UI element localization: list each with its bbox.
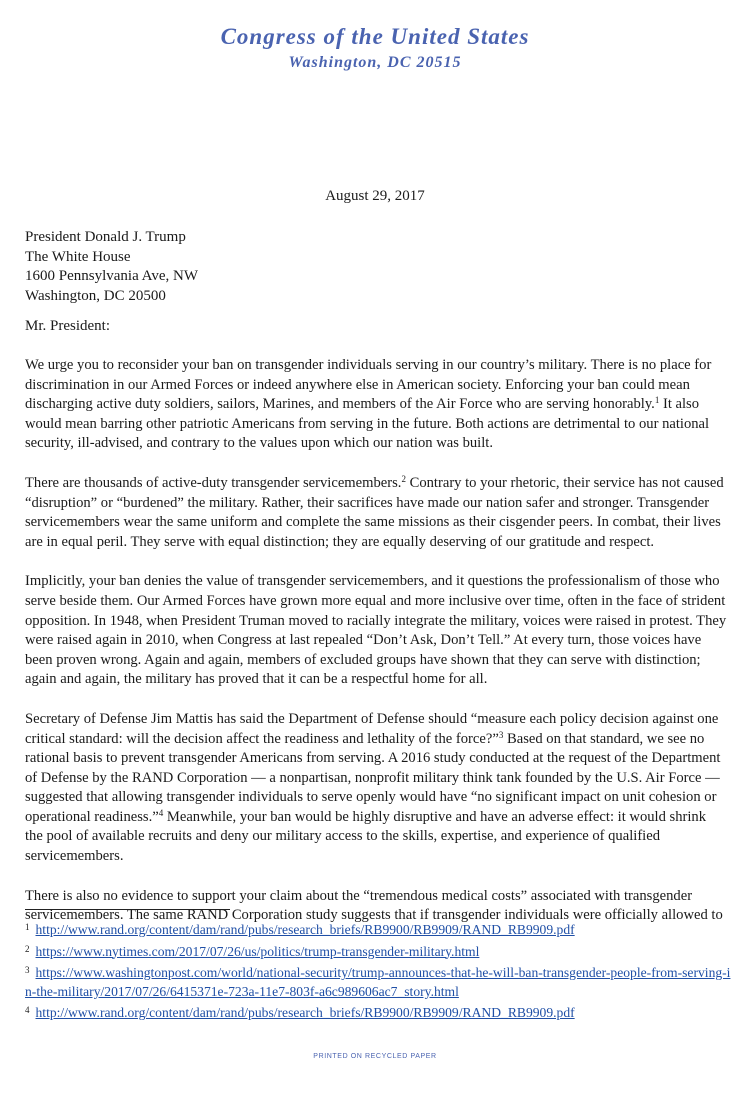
footnote-link[interactable]: http://www.rand.org/content/dam/rand/pubs/research_briefs/RB9900/RB9909/RAND_RB9909.pdf [35, 922, 575, 937]
footnote-link[interactable]: https://www.washingtonpost.com/world/national-security/trump-announces-that-he-will-ban-transgender-people-from-serving-in-the-military/2017/07/26/6415371e-723a-11e7-803f-a6c989606ac7_story.html [25, 965, 731, 999]
footnote-ref-3: 3 [498, 729, 504, 740]
letterhead-subtitle: Washington, DC 20515 [288, 54, 462, 71]
footnote-1 [25, 918, 735, 940]
paragraph-4-text-a: Secretary of Defense Jim Mattis has said the Department of Defense should “measure each policy decision against one critical standard: will the decision affect the readiness and lethality of the force?” [25, 710, 719, 747]
paragraph-2 [25, 474, 727, 552]
paragraph-4-text-c: Meanwhile, your ban would be highly disruptive and have an adverse effect: it would shrink the pool of available recruits and deny our military access to the skills, expertise, and experience of qualified servicemembers. [25, 808, 707, 865]
footnote-number: 2 [25, 943, 30, 954]
printed-on-recycled-paper: PRINTED ON RECYCLED PAPER [313, 1053, 437, 1060]
address-line: The White House [25, 248, 131, 265]
footnote-number: 3 [25, 965, 30, 976]
paragraph-1-text-b: It also would mean barring other patriotic Americans from serving in the future. Both actions are detrimental to our national security, ill-advised, and contrary to the values upon which our nation was built. [25, 396, 710, 452]
paragraph-4-text-b: Based on that standard, we see no rational basis to prevent transgender Americans from serving. A 2016 study conducted at the request of the Department of Defense by the RAND Corporation — a nonpartisan, nonprofit military think tank founded by the U.S. Air Force — suggested that allowing transgender individuals to serve openly would have “no significant impact on unit cohesion or operational readiness.” [25, 730, 721, 825]
footnote-number: 1 [25, 922, 30, 932]
recipient-address [25, 228, 198, 306]
salutation: Mr. President: [25, 318, 110, 334]
address-line: President Donald J. Trump [25, 229, 186, 245]
paragraph-2-text-a: There are thousands of active-duty transgender servicemembers. [25, 474, 402, 491]
footnote-2 [25, 940, 735, 962]
footnote-link[interactable]: https://www.nytimes.com/2017/07/26/us/politics/trump-transgender-military.html [35, 943, 480, 959]
paragraph-2-text-b: Contrary to your rhetoric, their service has not caused “disruption” or “burdened” the military. Rather, their sacrifices have made our nation safer and stronger. Transgender servicemembers wear the same uniform and complete the same missions as their cisgender peers. In combat, their lives are in equal peril. They serve with equal distinction; they are equally deserving of our gratitude and respect. [25, 474, 724, 550]
letterhead [0, 22, 750, 74]
footnote-number: 4 [25, 1005, 30, 1016]
footnote-divider [25, 909, 230, 910]
footnote-link[interactable]: http://www.rand.org/content/dam/rand/pubs/research_briefs/RB9900/RB9909/RAND_RB9909.pdf [35, 1005, 575, 1021]
address-line: 1600 Pennsylvania Ave, NW [25, 268, 199, 284]
letterhead-title: Congress of the United States [220, 24, 530, 49]
footnote-ref-2: 2 [401, 473, 406, 484]
footnote-ref-4: 4 [158, 807, 164, 818]
footnote-3 [25, 961, 735, 1001]
footnotes [25, 918, 735, 1023]
letter-date: August 29, 2017 [325, 188, 425, 204]
footnote-ref-1: 1 [654, 395, 660, 406]
address-line: Washington, DC 20500 [25, 287, 166, 304]
footnote-4 [25, 1001, 735, 1023]
paragraph-1-text-a: We urge you to reconsider your ban on transgender individuals serving in our country’s military. There is no place for discrimination in our Armed Forces or indeed anywhere else in American society. Enforcing your ban could mean discharging active duty soldiers, sailors, Marines, and members of the Air Force who are serving honorably. [25, 357, 712, 413]
letter-body [25, 356, 727, 946]
paragraph-5: There is also no evidence to support your claim about the “tremendous medical costs” associated with transgender servicemembers. The same RAND Corporation study suggests that if transgender individuals were officially allowed to [25, 887, 723, 924]
paragraph-1 [25, 356, 727, 454]
paragraph-4 [25, 710, 727, 867]
paragraph-3: Implicitly, your ban denies the value of transgender servicemembers, and it questions the professionalism of those who serve beside them. Our Armed Forces have grown more equal and more inclusive over time, often in the face of strident opposition. In 1948, when President Truman moved to racially integrate the military, voices were raised in protest. They were raised again in 2010, when Congress at last repealed “Don’t Ask, Don’t Tell.” At every turn, those voices have been proven wrong. Again and again, members of excluded groups have shown that they can serve with distinction; again and again, the military has proved that it can be a respectful home for all. [25, 573, 727, 688]
